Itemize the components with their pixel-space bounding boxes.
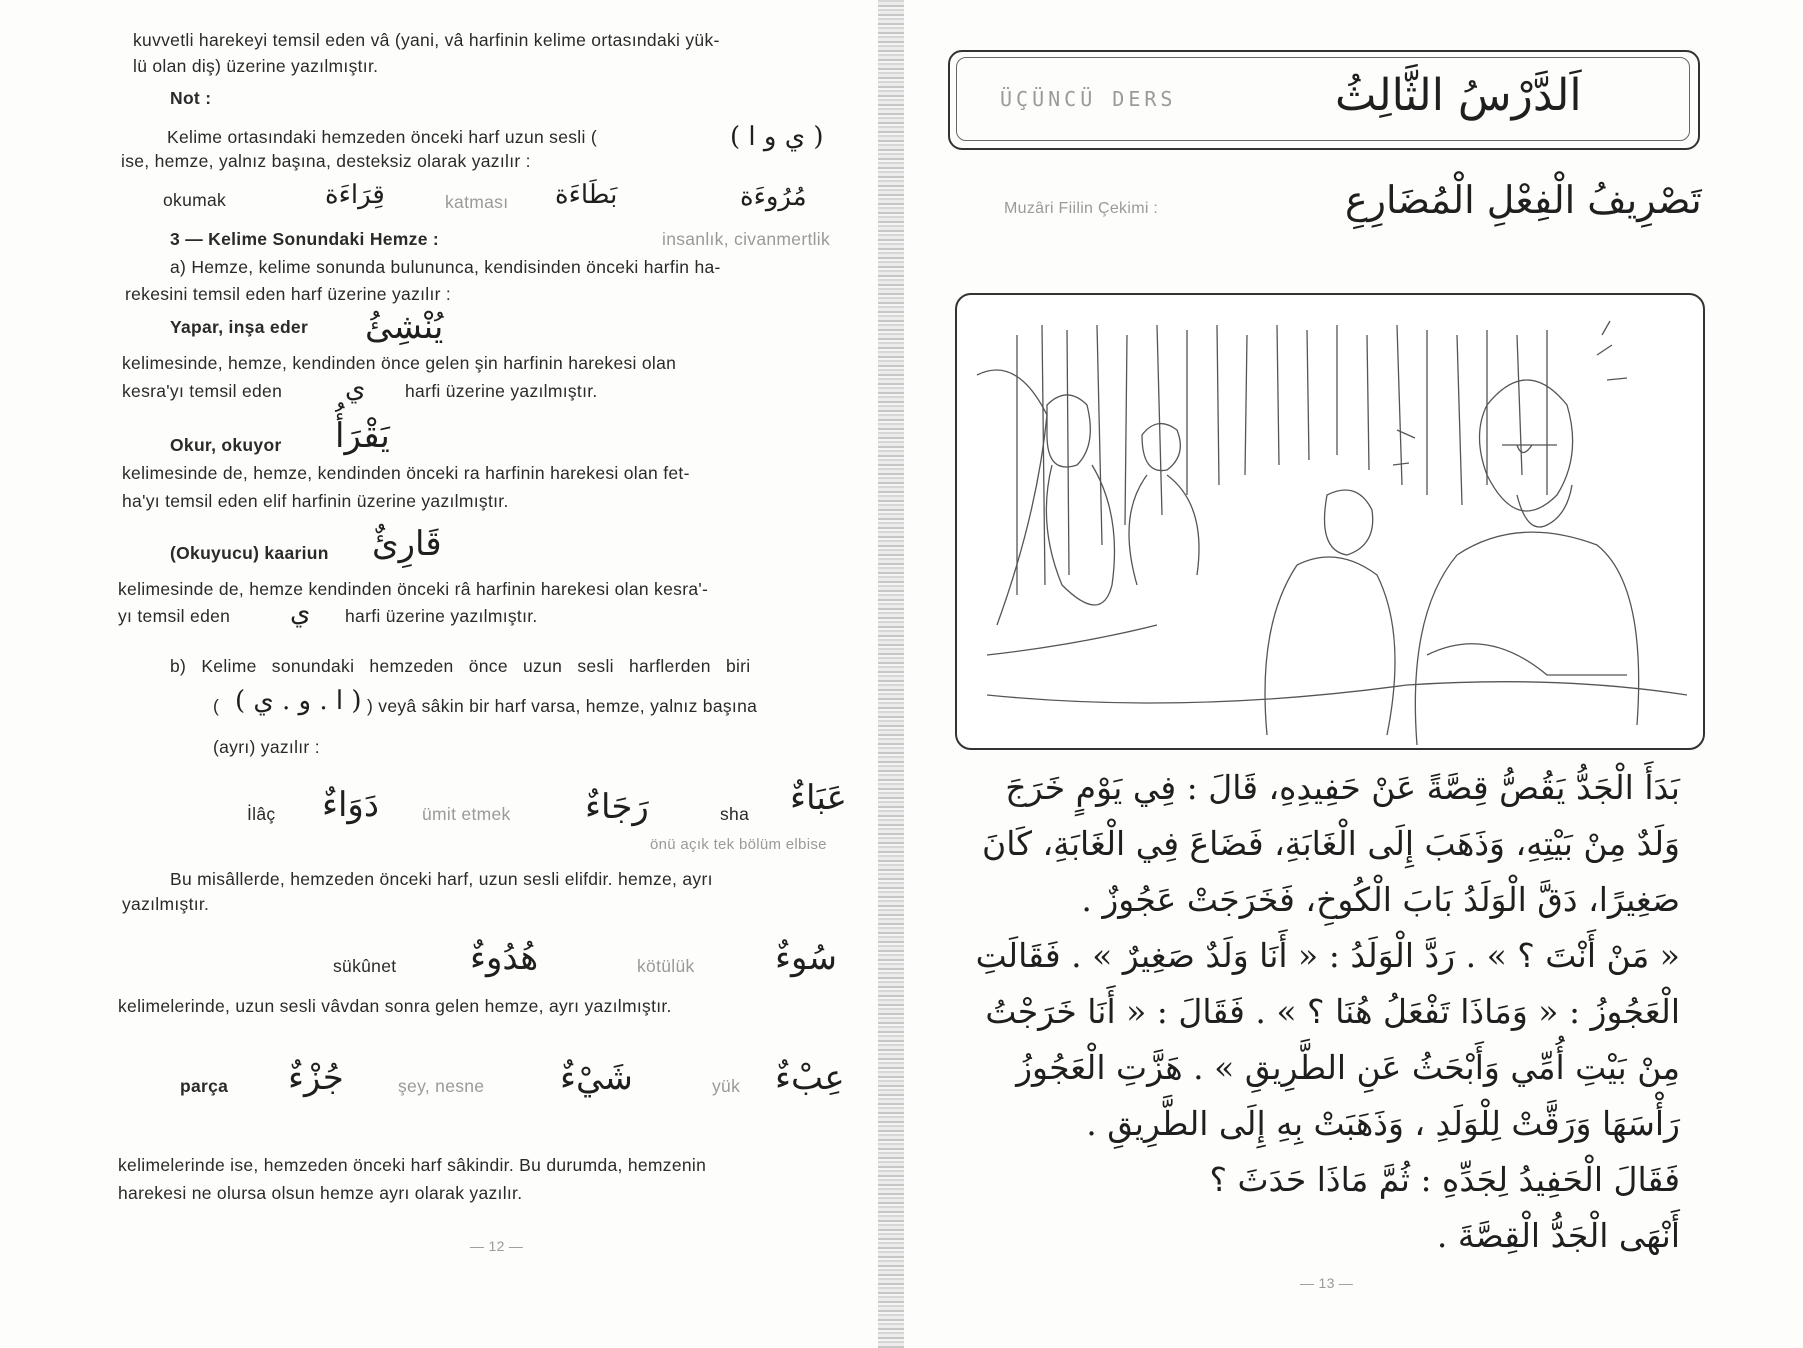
text-line: (ayrı) yazılır : [213, 737, 320, 757]
text-line: kuvvetli harekeyi temsil eden vâ (yani, vâ harfinin kelime ortasındaki yük- [133, 30, 720, 50]
text-line: ( [213, 696, 220, 716]
story-line: « مَنْ أَنْتَ ؟ » . رَدَّ الْوَلَدُ : « أَنَا وَلَدٌ صَغِيرٌ » . فَقَالَتِ [975, 936, 1680, 975]
arabic-word: قَارِئٌ [372, 524, 442, 564]
arabic-letters: ( ي و ا ) [730, 122, 824, 152]
text-line: b) Kelime sonundaki hemzeden önce uzun sesli harflerden biri [170, 656, 751, 676]
left-page [0, 0, 890, 1348]
text-line: kelimelerinde, uzun sesli vâvdan sonra gelen hemze, ayrı yazılmıştır. [118, 996, 672, 1016]
word-gloss: önü açık tek bölüm elbise [650, 836, 827, 853]
arabic-word: عَبَاءٌ [790, 778, 847, 818]
arabic-word: قِرَاءَة [325, 180, 385, 210]
page-number: — 13 — [1300, 1275, 1354, 1291]
section-subtitle-arabic: تَصْرِيفُ الْفِعْلِ الْمُضَارِعِ [1345, 178, 1702, 222]
story-line: أَنْهَى الْجَدُّ الْقِصَّةَ . [1436, 1216, 1680, 1255]
arabic-letter: ي [290, 598, 311, 628]
lesson-title-arabic: اَلدَّرْسُ الثَّالِثُ [1335, 70, 1582, 121]
word-gloss: parça [180, 1076, 229, 1096]
arabic-word: بَطَاءَة [555, 180, 618, 210]
arabic-word: يَقْرَأُ [335, 416, 390, 456]
lesson-title-latin: ÜÇÜNCÜ DERS [1000, 87, 1177, 111]
section-subtitle: Muzâri Fiilin Çekimi : [1004, 200, 1159, 217]
word-gloss: sükûnet [333, 956, 397, 976]
text-line: yı temsil eden [118, 606, 231, 626]
text-line: a) Hemze, kelime sonunda bulununca, kendisinden önceki harfin ha- [170, 257, 721, 277]
text-line: ha'yı temsil eden elif harfinin üzerine yazılmıştır. [122, 491, 509, 511]
word-gloss [170, 542, 329, 564]
arabic-word: شَيْءٌ [560, 1058, 633, 1098]
arabic-word: سُوءٌ [775, 938, 838, 978]
story-line: فَقَالَ الْحَفِيدُ لِجَدِّهِ : ثُمَّ مَاذَا حَدَثَ ؟ [1209, 1160, 1680, 1199]
text-line: yazılmıştır. [122, 894, 210, 914]
text-line: ) veyâ sâkin bir harf varsa, hemze, yalnız başına [367, 696, 758, 716]
arabic-letter: ي [345, 374, 366, 404]
story-line: بَدَأَ الْجَدُّ يَقُصُّ قِصَّةً عَنْ حَفِيدِهِ، قَالَ : فِي يَوْمٍ خَرَجَ [1005, 768, 1680, 807]
text-line: kelimesinde, hemze, kendinden önce gelen şin harfinin harekesi olan [122, 353, 677, 373]
arabic-word: جُزْءٌ [288, 1058, 344, 1098]
text-line: Bu misâllerde, hemzeden önceki harf, uzun sesli elifdir. hemze, ayrı [170, 869, 713, 889]
arabic-word: عِبْءٌ [775, 1058, 845, 1098]
lesson-illustration [955, 293, 1705, 750]
word-gloss: yük [712, 1076, 741, 1096]
word-gloss: katması [445, 192, 509, 212]
book-gutter [878, 0, 904, 1348]
word-gloss: İlâç [247, 804, 276, 824]
text-line: harekesi ne olursa olsun hemze ayrı olarak yazılır. [118, 1183, 523, 1203]
text-line: ise, hemze, yalnız başına, desteksiz olarak yazılır : [121, 151, 531, 171]
word-gloss: insanlık, civanmertlik [662, 229, 831, 249]
arabic-word: يُنْشِئُ [365, 307, 444, 347]
arabic-word: رَجَاءٌ [585, 787, 649, 827]
text-line: Kelime ortasındaki hemzeden önceki harf uzun sesli ( [167, 127, 597, 147]
section-heading: 3 — Kelime Sonundaki Hemze : [170, 229, 440, 249]
word-gloss: sha [720, 804, 750, 824]
text-line: harfi üzerine yazılmıştır. [345, 606, 538, 626]
story-line: مِنْ بَيْتِ أُمِّي وَأَبْحَثُ عَنِ الطَّرِيقِ » . هَزَّتِ الْعَجُوزُ [1016, 1048, 1680, 1087]
story-line: رَأْسَهَا وَرَقَّتْ لِلْوَلَدِ ، وَذَهَبَتْ بِهِ إِلَى الطَّرِيقِ . [1086, 1104, 1680, 1143]
word-gloss: kötülük [637, 956, 695, 976]
page-number: — 12 — [470, 1238, 524, 1254]
story-line: وَلَدٌ مِنْ بَيْتِهِ، وَذَهَبَ إِلَى الْغَابَةِ، فَضَاعَ فِي الْغَابَةِ، كَانَ [982, 824, 1680, 863]
text-line: kelimesinde de, hemze, kendinden önceki ra harfinin harekesi olan fet- [122, 463, 690, 483]
text-line: kelimesinde de, hemze kendinden önceki râ harfinin harekesi olan kesra'- [118, 579, 709, 599]
text-line: rekesini temsil eden harf üzerine yazılır : [125, 284, 452, 304]
grandfather-story-drawing [957, 295, 1703, 748]
note-heading: Not : [170, 88, 212, 108]
text-line: kesra'yı temsil eden [122, 381, 283, 401]
story-line: صَغِيرًا، دَقَّ الْوَلَدُ بَابَ الْكُوخِ، فَخَرَجَتْ عَجُوزٌ . [1081, 880, 1680, 919]
arabic-word: دَوَاءٌ [322, 785, 379, 825]
word-gloss: Okur, okuyor [170, 435, 282, 455]
story-line: الْعَجُوزُ : « وَمَاذَا تَفْعَلُ هُنَا ؟ » . فَقَالَ : « أَنَا خَرَجْتُ [985, 992, 1680, 1031]
arabic-word: مُرُوءَة [740, 182, 807, 212]
text-line: harfi üzerine yazılmıştır. [405, 381, 598, 401]
text-line: kelimelerinde ise, hemzeden önceki harf sâkindir. Bu durumda, hemzenin [118, 1155, 707, 1175]
text-line: lü olan diş) üzerine yazılmıştır. [133, 56, 379, 76]
word-gloss: Yapar, inşa eder [170, 317, 309, 337]
arabic-letters: ( ا . و . ي ) [235, 686, 362, 716]
word-gloss: ümit etmek [422, 804, 511, 824]
arabic-word: هُدُوءٌ [470, 938, 539, 978]
word-gloss-label: (Okuyucu) kaariun [170, 543, 329, 563]
word-gloss: okumak [163, 190, 227, 210]
word-gloss: şey, nesne [398, 1076, 485, 1096]
